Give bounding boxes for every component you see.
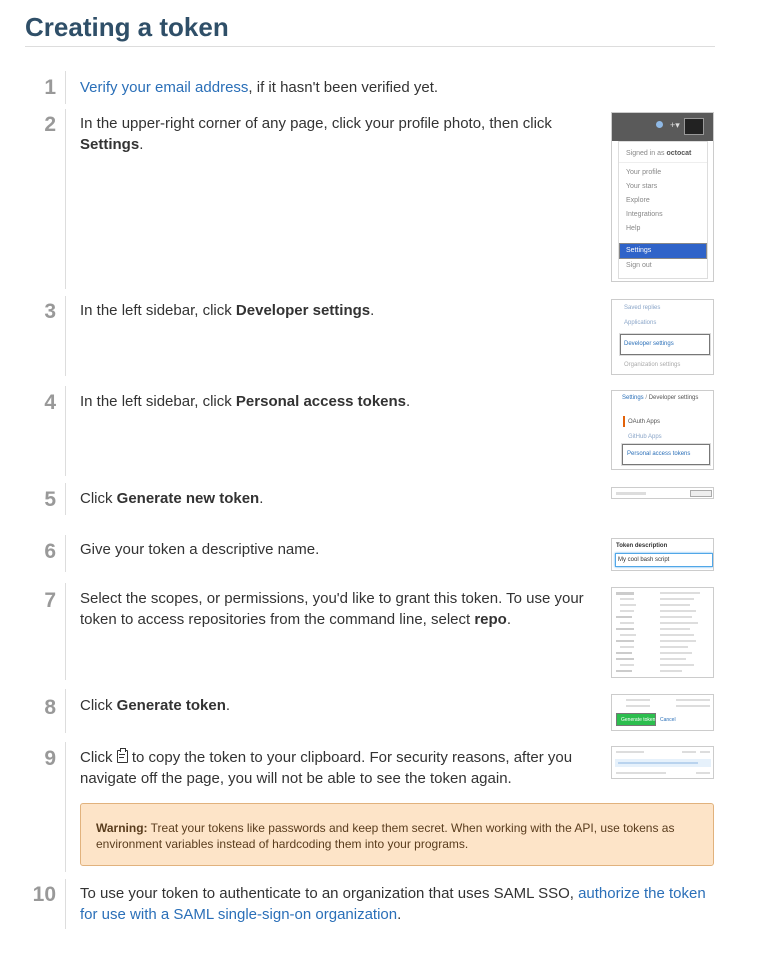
page-title: Creating a token [25,12,229,42]
step-divider [65,583,66,680]
verify-email-link[interactable]: Verify your email address [80,79,249,96]
step-divider [65,71,66,104]
step-text: In the upper-right corner of any page, click your profile photo, then click Settings. [80,115,552,153]
developer-settings-screenshot: Saved replies Applications Developer settings Organization settings [611,299,714,375]
warning-callout: Warning: Treat your tokens like passwords and keep them secret. When working with the API, use tokens as environment variables instead of hardcoding them into your programs. [80,803,714,866]
step-number: 2 [44,113,56,136]
token-description-screenshot: Token description My cool bash script [611,538,714,571]
authorize-token-link[interactable]: authorize the token for use with a SAML single-sign-on organization [80,885,706,923]
step-number: 6 [44,540,56,563]
step-text: In the left sidebar, click Developer settings. [80,302,375,319]
step-number: 3 [44,300,56,323]
step-number: 8 [44,696,56,719]
step-number: 7 [44,589,56,612]
personal-tokens-screenshot: Settings / Developer settings OAuth Apps GitHub Apps Personal access tokens [611,390,714,470]
step-divider [65,879,66,929]
clipboard-icon [117,750,128,763]
profile-menu-screenshot: +▾ Signed in as octocat Your profile Your stars Explore Integrations Help Settings Sign out [611,112,714,282]
step-divider [65,689,66,733]
step-divider [65,742,66,872]
step-divider [65,296,66,376]
step-divider [65,483,66,515]
step-text: Give your token a descriptive name. [80,541,320,558]
step-text: Verify your email address, if it hasn't been verified yet. [80,79,439,96]
step-divider [65,535,66,572]
step-number: 1 [44,76,56,99]
step-text: In the left sidebar, click Personal access tokens. [80,393,411,410]
step-divider [65,386,66,476]
generate-token-screenshot: Generate token Cancel [611,694,714,731]
step-number: 9 [44,747,56,770]
scopes-screenshot [611,587,714,678]
title-divider [25,46,715,47]
step-text: Click to copy the token to your clipboard. For security reasons, after you navigate off the page, you will not be able to see the token again. [80,749,573,787]
generate-new-token-screenshot [611,487,714,499]
copy-token-screenshot [611,746,714,779]
step-text: Click Generate token. [80,697,231,714]
step-text: Select the scopes, or permissions, you'd like to grant this token. To use your token to access repositories from the command line, select repo. [80,590,584,628]
step-divider [65,109,66,289]
step-number: 5 [44,488,56,511]
step-text: To use your token to authenticate to an organization that uses SAML SSO, authorize the token for use with a SAML single-sign-on organization. [80,885,706,923]
step-text: Click Generate new token. [80,490,264,507]
step-number: 10 [32,883,56,906]
step-number: 4 [44,391,56,414]
